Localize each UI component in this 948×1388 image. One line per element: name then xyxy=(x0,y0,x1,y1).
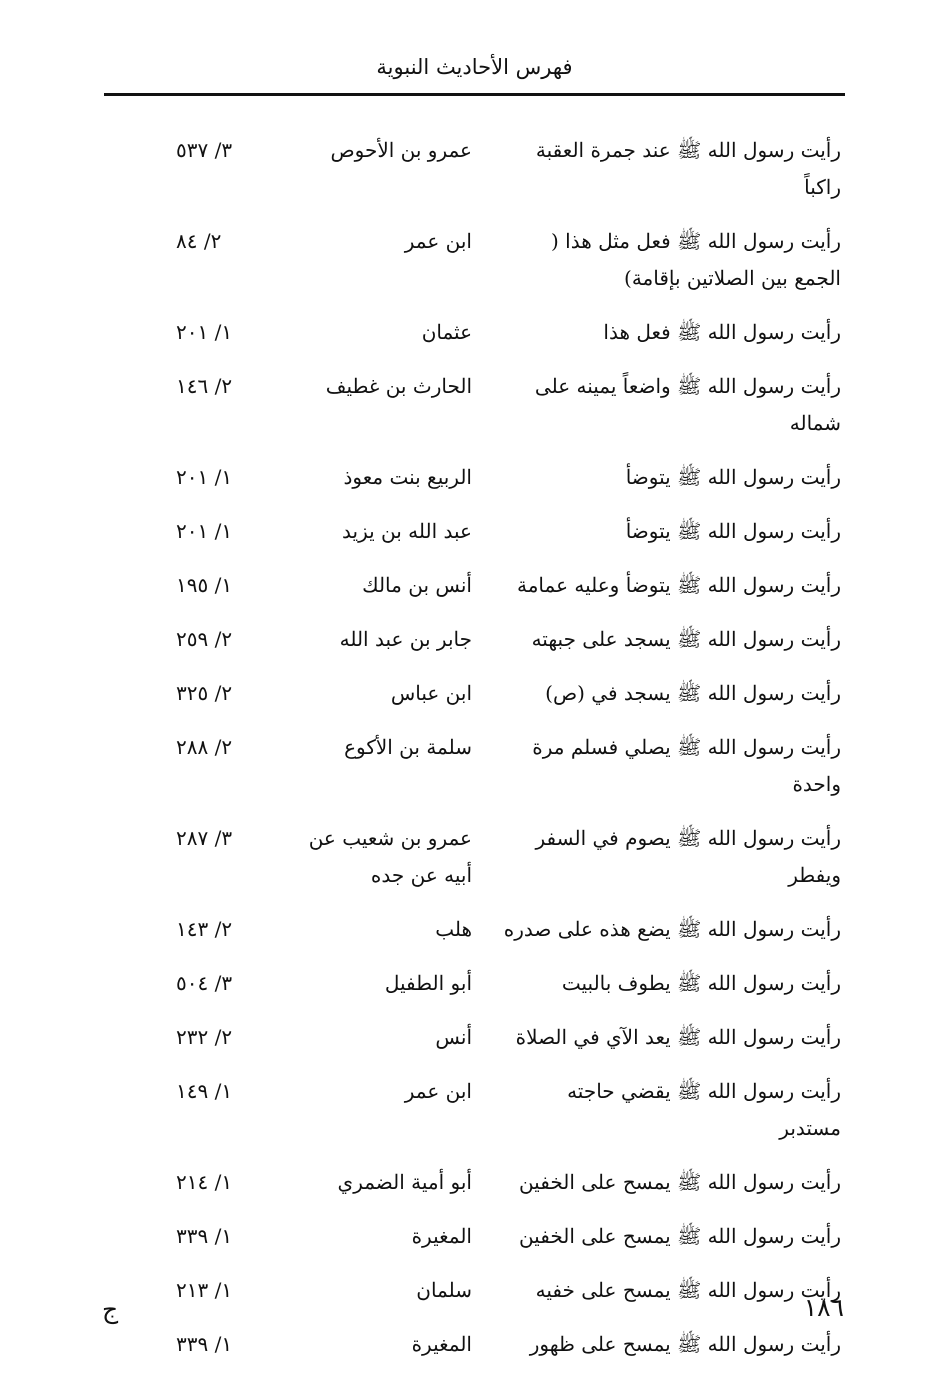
index-row xyxy=(104,1164,845,1201)
narrator-name: المغيرة xyxy=(411,1224,472,1248)
volume-page-ref: ١/ ٣٣٩ xyxy=(176,1332,233,1356)
volume-page-ref: ٢/ ٢٥٩ xyxy=(176,627,233,651)
index-row xyxy=(104,820,845,894)
index-row xyxy=(104,314,845,351)
hadith-index-list xyxy=(104,132,845,1380)
index-row xyxy=(104,1073,845,1147)
index-row xyxy=(104,459,845,496)
signature-mark: ج xyxy=(102,1295,119,1324)
hadith-text: رأيت رسول الله ﷺ يصوم في السفر ويفطر xyxy=(535,826,841,887)
hadith-text: رأيت رسول الله ﷺ يصلي فسلم مرة واحدة xyxy=(532,735,841,796)
narrator-name: أبو الطفيل xyxy=(384,971,472,995)
index-row xyxy=(104,567,845,604)
volume-page-ref: ١/ ٢١٤ xyxy=(176,1170,233,1194)
hadith-text: رأيت رسول الله ﷺ يضع هذه على صدره xyxy=(503,917,841,941)
volume-page-ref: ١/ ٣٣٩ xyxy=(176,1224,233,1248)
narrator-name: عمرو بن شعيب عن أبيه عن جده xyxy=(308,826,472,887)
volume-page-ref: ٢/ ٢٣٢ xyxy=(176,1025,233,1049)
index-row xyxy=(104,368,845,442)
hadith-text: رأيت رسول الله ﷺ يمسح على ظهور xyxy=(529,1332,841,1356)
narrator-name: هلب xyxy=(435,917,472,941)
hadith-text: رأيت رسول الله ﷺ يسجد على جبهته xyxy=(531,627,841,651)
narrator-name: سلمة بن الأكوع xyxy=(344,735,472,759)
volume-page-ref: ٣/ ٥٣٧ xyxy=(176,138,233,162)
hadith-text: رأيت رسول الله ﷺ يقضي حاجته مستدبر xyxy=(567,1079,841,1140)
index-row xyxy=(104,729,845,803)
volume-page-ref: ١/ ١٩٥ xyxy=(176,573,233,597)
hadith-text: رأيت رسول الله ﷺ يسجد في (ص) xyxy=(545,681,841,705)
hadith-text: رأيت رسول الله ﷺ فعل مثل هذا ( الجمع بين الصلاتين بإقامة) xyxy=(550,229,841,290)
hadith-text: رأيت رسول الله ﷺ يمسح على خفيه xyxy=(535,1278,841,1302)
hadith-text: رأيت رسول الله ﷺ فعل هذا xyxy=(603,320,841,344)
header-divider xyxy=(104,93,845,96)
volume-page-ref: ١/ ٢٠١ xyxy=(176,320,233,344)
index-row xyxy=(104,223,845,297)
running-header-title: فهرس الأحاديث النبوية xyxy=(376,55,573,79)
volume-page-ref: ١/ ٢١٣ xyxy=(176,1278,233,1302)
volume-page-ref: ١/ ٢٠١ xyxy=(176,465,233,489)
narrator-name: عمرو بن الأحوص xyxy=(330,138,472,162)
volume-page-ref: ١/ ٢٠١ xyxy=(176,519,233,543)
narrator-name: المغيرة xyxy=(411,1332,472,1356)
narrator-name: الربيع بنت معوذ xyxy=(343,465,472,489)
hadith-text: رأيت رسول الله ﷺ يعد الآي في الصلاة xyxy=(515,1025,841,1049)
narrator-name: جابر بن عبد الله xyxy=(339,627,472,651)
volume-page-ref: ٢/ ١٤٦ xyxy=(176,374,233,398)
hadith-text: رأيت رسول الله ﷺ يمسح على الخفين xyxy=(518,1224,841,1248)
index-row xyxy=(104,675,845,712)
hadith-text: رأيت رسول الله ﷺ يطوف بالبيت xyxy=(561,971,841,995)
hadith-text: رأيت رسول الله ﷺ عند جمرة العقبة راكباً xyxy=(535,138,841,199)
hadith-text: رأيت رسول الله ﷺ واضعاً يمينه على شماله xyxy=(534,374,841,435)
page-number: ١٨٦ xyxy=(803,1293,844,1322)
index-row xyxy=(104,132,845,206)
hadith-text: رأيت رسول الله ﷺ يمسح على الخفين xyxy=(518,1170,841,1194)
narrator-name: ابن عمر xyxy=(404,229,472,253)
volume-page-ref: ١/ ١٤٩ xyxy=(176,1079,233,1103)
volume-page-ref: ٣/ ٢٨٧ xyxy=(176,826,233,850)
narrator-name: ابن عمر xyxy=(404,1079,472,1103)
narrator-name: الحارث بن غطيف xyxy=(325,374,472,398)
volume-page-ref: ٢/ ٨٤ xyxy=(176,229,222,253)
narrator-name: أنس بن مالك xyxy=(362,573,472,597)
volume-page-ref: ٢/ ٣٢٥ xyxy=(176,681,233,705)
narrator-name: سلمان xyxy=(416,1278,472,1302)
index-row xyxy=(104,513,845,550)
hadith-text: رأيت رسول الله ﷺ يتوضأ xyxy=(625,465,841,489)
hadith-text: رأيت رسول الله ﷺ يتوضأ وعليه عمامة xyxy=(516,573,841,597)
volume-page-ref: ٣/ ٥٠٤ xyxy=(176,971,233,995)
hadith-text: رأيت رسول الله ﷺ يتوضأ xyxy=(625,519,841,543)
index-row xyxy=(104,621,845,658)
index-row xyxy=(104,1218,845,1255)
narrator-name: ابن عباس xyxy=(390,681,472,705)
index-row xyxy=(104,911,845,948)
narrator-name: أنس xyxy=(435,1025,472,1049)
volume-page-ref: ٢/ ١٤٣ xyxy=(176,917,233,941)
narrator-name: أبو أمية الضمري xyxy=(337,1170,472,1194)
index-row xyxy=(104,1272,845,1309)
narrator-name: عبد الله بن يزيد xyxy=(342,519,472,543)
index-row xyxy=(104,1326,845,1363)
volume-page-ref: ٢/ ٢٨٨ xyxy=(176,735,233,759)
index-row xyxy=(104,1019,845,1056)
narrator-name: عثمان xyxy=(421,320,472,344)
index-row xyxy=(104,965,845,1002)
